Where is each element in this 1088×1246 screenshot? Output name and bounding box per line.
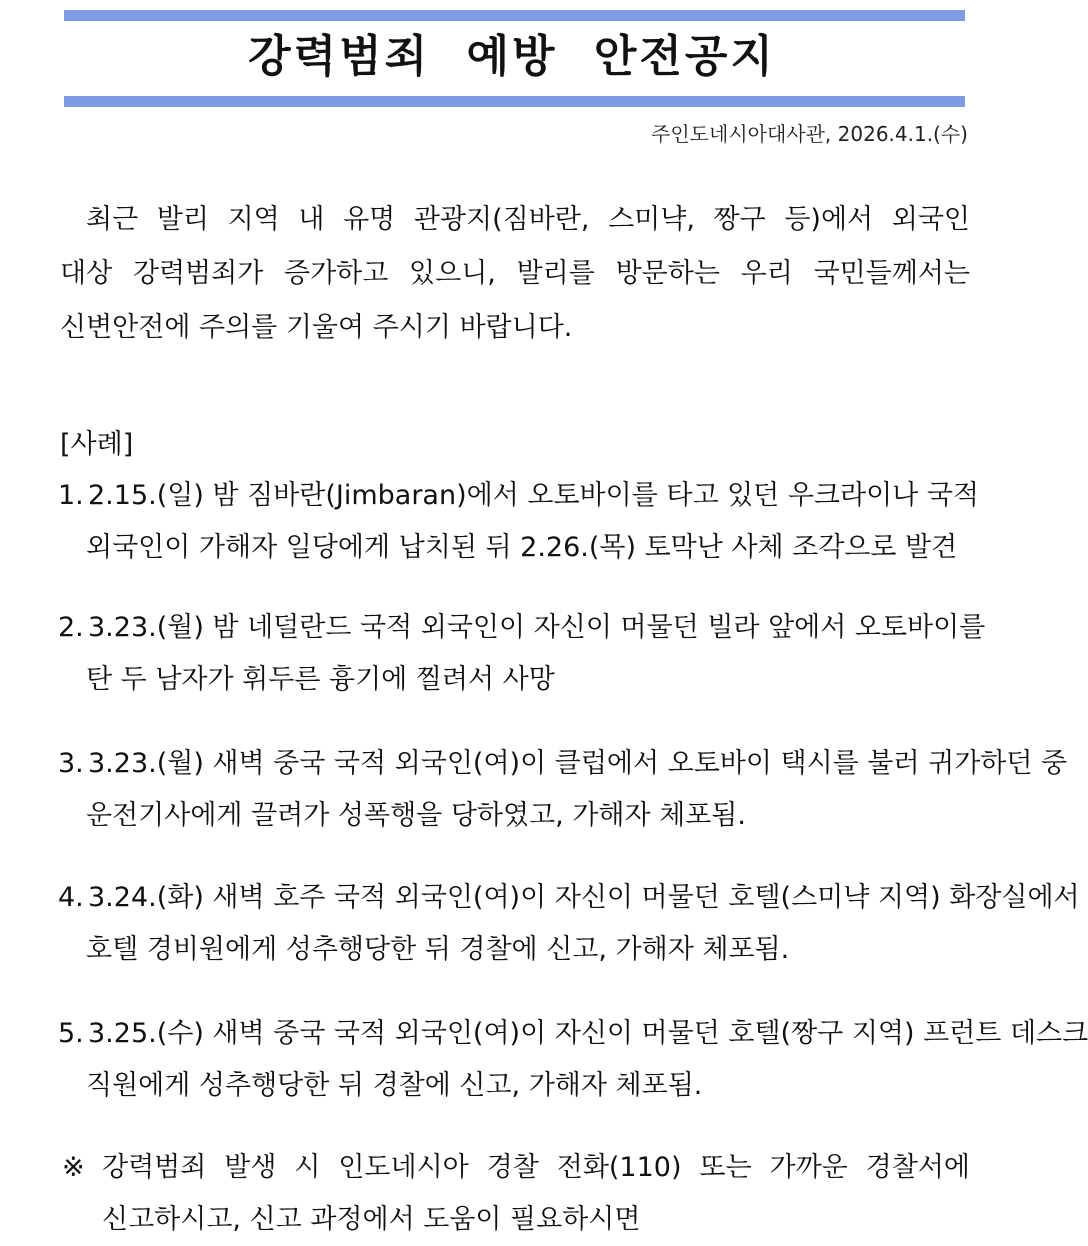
case-line: 운전기사에게 끌려가 성폭행을 당하였고, 가해자 체포됨. [86, 800, 746, 831]
note-line: 강력범죄 발생 시 인도네시아 경찰 전화(110) 또는 가까운 경찰서에 [102, 1152, 970, 1183]
intro-line: 최근 발리 지역 내 유명 관광지(짐바란, 스미냑, 짱구 등)에서 외국인 [86, 204, 970, 235]
bottom-rule [64, 96, 965, 107]
case-item [58, 470, 980, 574]
case-item [58, 738, 1068, 842]
case-line: 호텔 경비원에게 성추행당한 뒤 경찰에 신고, 가해자 체포됨. [86, 934, 790, 965]
case-line: 2.15.(일) 밤 짐바란(Jimbaran)에서 오토바이를 타고 있던 우크라이나 국적 [88, 480, 980, 511]
reference-mark-icon: ※ [62, 1152, 85, 1183]
case-item [58, 1008, 1088, 1112]
case-line: 외국인이 가해자 일당에게 납치된 뒤 2.26.(목) 토막난 사체 조각으로 발견 [86, 532, 958, 563]
case-number: 1. [58, 480, 84, 511]
intro-line: 대상 강력범죄가 증가하고 있으니, 발리를 방문하는 우리 국민들께서는 [60, 258, 970, 289]
case-line: 3.24.(화) 새벽 호주 국적 외국인(여)이 자신이 머물던 호텔(스미냑 지역) 화장실에서 [88, 882, 1080, 913]
case-line: 직원에게 성추행당한 뒤 경찰에 신고, 가해자 체포됨. [86, 1070, 703, 1101]
intro-line: 신변안전에 주의를 기울여 주시기 바랍니다. [60, 312, 573, 343]
case-item [58, 602, 986, 706]
case-number: 3. [58, 748, 84, 779]
notice-title: 강력범죄 예방 안전공지 [248, 31, 776, 82]
case-line: 3.23.(월) 밤 네덜란드 국적 외국인이 자신이 머물던 빌라 앞에서 오토바이를 [88, 612, 986, 643]
case-line: 3.23.(월) 새벽 중국 국적 외국인(여)이 클럽에서 오토바이 택시를 불러 귀가하던 중 [88, 748, 1068, 779]
note-line: 신고하시고, 신고 과정에서 도움이 필요하시면 [102, 1204, 641, 1235]
issuer-and-date: 주인도네시아대사관, 2026.4.1.(수) [651, 122, 968, 146]
top-rule [64, 10, 965, 21]
case-line: 탄 두 남자가 휘두른 흉기에 찔려서 사망 [86, 664, 555, 695]
reference-note [62, 1142, 970, 1246]
case-number: 5. [58, 1018, 84, 1049]
case-line: 3.25.(수) 새벽 중국 국적 외국인(여)이 자신이 머물던 호텔(짱구 지역) 프런트 데스크 [88, 1018, 1088, 1049]
section-title-cases: [사례] [60, 429, 134, 460]
case-number: 2. [58, 612, 84, 643]
case-item [58, 872, 1080, 976]
case-number: 4. [58, 882, 84, 913]
intro-paragraph [60, 193, 970, 355]
